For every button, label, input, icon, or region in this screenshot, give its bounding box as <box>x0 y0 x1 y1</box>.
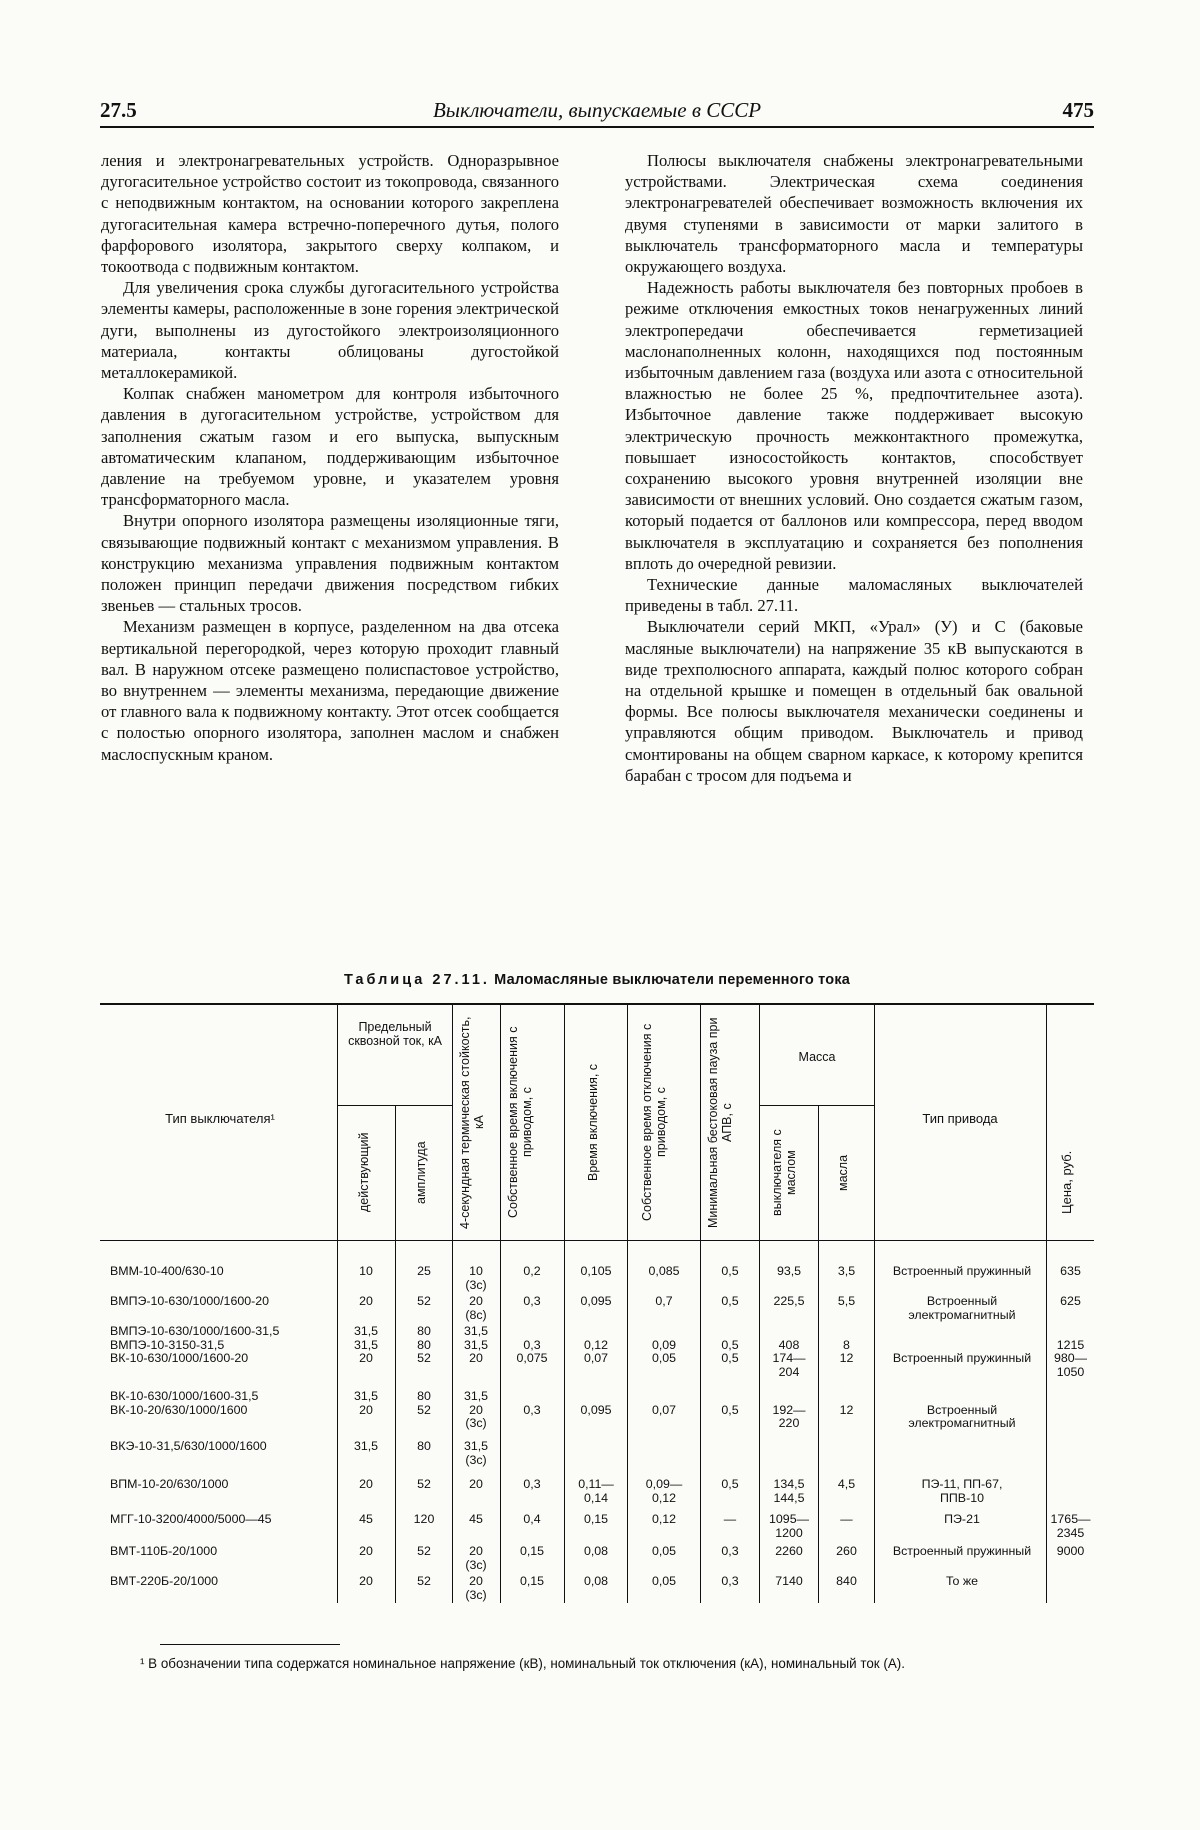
cell-rms: 31,5 31,5 20 <box>353 1324 379 1365</box>
cell-close: 0,08 <box>583 1574 609 1588</box>
table-divider <box>874 1005 875 1603</box>
cell-pause: 0,5 <box>721 1477 739 1491</box>
col-header-drive: Тип привода <box>922 1111 998 1126</box>
cell-amp: 120 <box>413 1512 435 1526</box>
col-header-price: Цена, руб. <box>1059 1150 1074 1215</box>
cell-close: 0,095 <box>580 1402 612 1417</box>
cell-own-open: 0,09— 0,12 <box>645 1477 683 1505</box>
paragraph: Для увеличения срока службы дугогасительного устройства элементы камеры, расположенные в зоне горения электрической дуги, выполнены из дугостойкого электроизоляционного материала, контакты облицованы дугостойкой металлокерамикой. <box>101 278 559 383</box>
cell-own-close: 0,15 <box>519 1544 545 1558</box>
cell-m2: 4,5 <box>837 1477 856 1491</box>
cell-therm: 20 (3с) <box>465 1544 487 1572</box>
cell-type: МГГ-10-3200/4000/5000—45 <box>110 1512 272 1526</box>
col-header-close-time: Время включения, с <box>586 1063 600 1182</box>
cell-type: ВМТ-220Б-20/1000 <box>110 1574 219 1588</box>
page-number: 475 <box>1062 98 1094 122</box>
table-caption <box>100 972 1094 988</box>
table-header-rule <box>100 1240 1094 1241</box>
cell-type: ВКЭ-10-31,5/630/1000/1600 <box>110 1439 267 1453</box>
cell-pause: 0,3 <box>721 1574 739 1588</box>
cell-therm: 31,5 31,5 20 <box>463 1324 489 1365</box>
cell-m1: 7140 <box>775 1574 803 1588</box>
cell-rms: 10 <box>359 1264 373 1278</box>
cell-drive: ПЭ-11, ПП-67, ППВ-10 <box>921 1477 1003 1505</box>
table-caption-text: Маломасляные выключатели переменного тока <box>494 972 851 988</box>
cell-drive: То же <box>945 1574 979 1588</box>
cell-close: 0,105 <box>580 1264 612 1278</box>
col-header-through-current: Предельный сквозной ток, кА <box>348 1020 442 1048</box>
cell-own-open: 0,05 <box>651 1544 677 1558</box>
left-column <box>101 150 559 765</box>
cell-own-open: 0,085 <box>648 1264 680 1278</box>
cell-amp: 25 <box>417 1264 431 1278</box>
cell-m1: 1095— 1200 <box>769 1512 809 1540</box>
cell-m1: 225,5 <box>773 1294 805 1308</box>
col-header-mass: Масса <box>798 1050 836 1064</box>
cell-therm: 10 (3с) <box>465 1264 487 1292</box>
cell-m2: — <box>840 1512 853 1526</box>
cell-therm: 20 (3с) <box>465 1574 487 1602</box>
cell-close: 0,12 0,07 <box>583 1337 609 1365</box>
cell-own-close: 0,3 <box>523 1477 541 1491</box>
cell-own-open: 0,09 0,05 <box>651 1337 677 1365</box>
col-header-own-open: Собственное время отключения с приводом, с <box>640 1023 668 1222</box>
paragraph: ления и электронагревательных устройств. Одноразрывное дугогасительное устройство состоит из токопровода, связанного с неподвижным контактом, на основании которого закреплена дугогасительная камера встречно-поперечного дутья, полого фарфорового изолятора, закрытого сверху колпаком, и токоотвода с подвижным контактом. <box>101 151 559 277</box>
cell-m2: 12 <box>839 1402 854 1417</box>
paragraph: Механизм размещен в корпусе, разделенном на два отсека вертикальной перегородкой, через которую проходит главный вал. В наружном отсеке размещено полиспастовое устройство, во внутреннем — элементы механизма, передающие движение от главного вала к подвижному контакту. Этот отсек сообщается с полостью опорного изолятора, заполнен маслом и снабжен маслоспускным краном. <box>101 617 559 764</box>
col-header-mass-oil: масла <box>836 1154 850 1191</box>
cell-pause: 0,5 0,5 <box>721 1337 739 1365</box>
right-column <box>625 150 1083 786</box>
cell-amp: 52 <box>417 1477 431 1491</box>
cell-own-close: 0,15 <box>519 1574 545 1588</box>
cell-amp: 80 80 52 <box>417 1324 431 1365</box>
col-header-amplitude: амплитуда <box>414 1141 428 1204</box>
cell-type: ВПМ-10-20/630/1000 <box>110 1477 229 1491</box>
cell-own-open: 0,07 <box>651 1402 677 1417</box>
cell-rms: 31,5 <box>353 1439 379 1453</box>
cell-pause: 0,3 <box>721 1544 739 1558</box>
cell-own-close: 0,3 0,075 <box>516 1337 548 1365</box>
paragraph: Полюсы выключателя снабжены электронагревательными устройствами. Электрическая схема соединения электронагревателей обеспечивает возможность включения их двумя ступенями в зависимости от марки залитого в выключатель трансформаторного масла и температуры окружающего воздуха. <box>625 151 1083 277</box>
cell-rms: 31,5 20 <box>353 1389 379 1417</box>
cell-pause: 0,5 <box>721 1402 739 1417</box>
paragraph: Внутри опорного изолятора размещены изоляционные тяги, связывающие подвижный контакт с механизмом управления. В конструкцию механизма управления подвижным контактом положен принцип передачи движения посредством гибких звеньев — стальных тросов. <box>101 511 559 616</box>
paragraph: Колпак снабжен манометром для контроля избыточного давления в дугогасительном устройстве, устройством для заполнения сжатым газом и его выпуска, выпускным автоматическим клапаном, поддерживающим избыточное давление на требуемом уровне, и указателем уровня трансформаторного масла. <box>101 384 559 510</box>
cell-m1: 93,5 <box>776 1264 802 1278</box>
cell-rms: 20 <box>359 1477 373 1491</box>
section-number: 27.5 <box>100 98 137 122</box>
cell-therm: 31,5 (3с) <box>463 1439 489 1467</box>
table-group-rule <box>337 1105 452 1106</box>
cell-therm: 20 <box>469 1477 483 1491</box>
cell-m1: 2260 <box>775 1544 803 1558</box>
cell-amp: 52 <box>417 1294 431 1308</box>
cell-own-open: 0,7 <box>655 1294 673 1308</box>
cell-price: 9000 <box>1056 1544 1085 1558</box>
cell-m2: 260 <box>836 1544 857 1558</box>
cell-amp: 80 <box>417 1439 431 1453</box>
running-title: Выключатели, выпускаемые в СССР <box>432 98 762 122</box>
header-rule <box>100 126 1094 128</box>
col-header-own-close: Собственное время включения с приводом, с <box>506 1026 534 1219</box>
cell-drive: Встроенный пружинный <box>892 1264 1032 1278</box>
cell-rms: 45 <box>359 1512 373 1526</box>
paragraph: Надежность работы выключателя без повторных пробоев в режиме отключения емкостных токов ненагруженных линий электропередачи обеспечивается герметизацией маслонаполненных колонн, находящихся под постоянным избыточным давлением газа (воздуха или азота с относительной влажностью не более 25 %, предпочтительнее азота). Избыточное давление также поддерживает высокую электрическую прочность межконтактного промежутка, повышает износостойкость контактов, способствует сохранению высокого уровня внутренней изоляции вне зависимости от внешних условий. Оно создается сжатым газом, который подается от баллонов или компрессора, перед вводом выключателя в эксплуатацию и сохраняется без пополнения вплоть до очередной ревизии. <box>625 278 1083 573</box>
table-top-rule <box>100 1003 1094 1005</box>
cell-type: ВМПЭ-10-630/1000/1600-20 <box>110 1294 270 1308</box>
cell-drive: Встроенный пружинный <box>892 1544 1032 1558</box>
col-header-type: Тип выключателя¹ <box>165 1111 275 1126</box>
cell-pause: 0,5 <box>721 1294 739 1308</box>
cell-pause: — <box>723 1512 737 1526</box>
cell-amp: 52 <box>417 1574 431 1588</box>
cell-price: 625 <box>1060 1294 1081 1308</box>
cell-m2: 840 <box>836 1574 857 1588</box>
cell-own-close: 0,3 <box>523 1402 541 1417</box>
footnote-rule <box>160 1644 340 1645</box>
cell-type: ВК-10-630/1000/1600-31,5 ВК-10-20/630/1000/1600 <box>110 1389 259 1417</box>
cell-therm: 45 <box>469 1512 483 1526</box>
col-header-mass-switch: выключателя с маслом <box>770 1129 798 1216</box>
cell-drive: Встроенный электромагнитный <box>908 1402 1016 1430</box>
col-header-rms: действующий <box>357 1132 371 1213</box>
cell-own-open: 0,05 <box>651 1574 677 1588</box>
cell-close: 0,08 <box>583 1544 609 1558</box>
cell-therm: 31,5 20 (3с) <box>463 1389 489 1430</box>
cell-price: 635 <box>1060 1264 1081 1278</box>
cell-price: 1765— 2345 <box>1050 1512 1091 1540</box>
paragraph: Выключатели серий МКП, «Урал» (У) и С (баковые масляные выключатели) на напряжение 35 кВ выпускаются в виде трехполюсного аппарата, каждый полюс которого собран на отдельной крышке и помещен в отдельный бак овальной формы. Все полюсы выключателя механически соединены и управляются общим приводом. Выключатель и привод смонтированы на общем сварном каркасе, к которому крепится барабан с тросом для подъема и <box>625 617 1083 785</box>
cell-amp: 52 <box>417 1544 431 1558</box>
cell-rms: 20 <box>359 1294 373 1308</box>
table-caption-label: Таблица 27.11. <box>343 972 490 988</box>
cell-type: ВММ-10-400/630-10 <box>110 1264 224 1278</box>
cell-price: 1215 980— 1050 <box>1053 1337 1088 1379</box>
cell-m1: 134,5 144,5 <box>773 1477 805 1505</box>
cell-own-open: 0,12 <box>651 1512 677 1526</box>
cell-close: 0,095 <box>580 1294 612 1308</box>
running-header <box>100 98 1094 124</box>
cell-close: 0,11— 0,14 <box>578 1477 614 1505</box>
table-group-rule <box>759 1105 874 1106</box>
cell-type: ВМПЭ-10-630/1000/1600-31,5 ВМПЭ-10-3150-31,5 ВК-10-630/1000/1600-20 <box>110 1324 280 1365</box>
cell-therm: 20 (8с) <box>465 1294 487 1322</box>
cell-pause: 0,5 <box>721 1264 739 1278</box>
cell-amp: 80 52 <box>417 1389 431 1417</box>
cell-m2: 3,5 <box>837 1264 856 1278</box>
col-header-pause: Минимальная бестоковая пауза при АПВ, с <box>706 1017 734 1228</box>
footnote: ¹ В обозначении типа содержатся номинальное напряжение (кВ), номинальный ток отключения (кА), номинальный ток (А). <box>140 1656 905 1671</box>
cell-own-close: 0,3 <box>523 1294 541 1308</box>
cell-m2: 5,5 <box>837 1294 856 1308</box>
cell-own-close: 0,4 <box>523 1512 541 1526</box>
cell-rms: 20 <box>359 1544 373 1558</box>
cell-drive: Встроенный пружинный <box>892 1351 1032 1365</box>
col-header-thermal: 4-секундная термическая стойкость, кА <box>458 1016 486 1229</box>
cell-type: ВМТ-110Б-20/1000 <box>110 1544 218 1558</box>
cell-drive: Встроенный электромагнитный <box>908 1294 1016 1322</box>
paragraph: Технические данные маломасляных выключателей приведены в табл. 27.11. <box>625 575 1083 616</box>
cell-m2: 8 12 <box>839 1337 854 1365</box>
cell-rms: 20 <box>359 1574 373 1588</box>
cell-m1: 408 174— 204 <box>772 1337 806 1379</box>
cell-drive: ПЭ-21 <box>944 1512 980 1526</box>
cell-own-close: 0,2 <box>523 1264 541 1278</box>
cell-close: 0,15 <box>583 1512 609 1526</box>
cell-m1: 192— 220 <box>772 1402 806 1430</box>
